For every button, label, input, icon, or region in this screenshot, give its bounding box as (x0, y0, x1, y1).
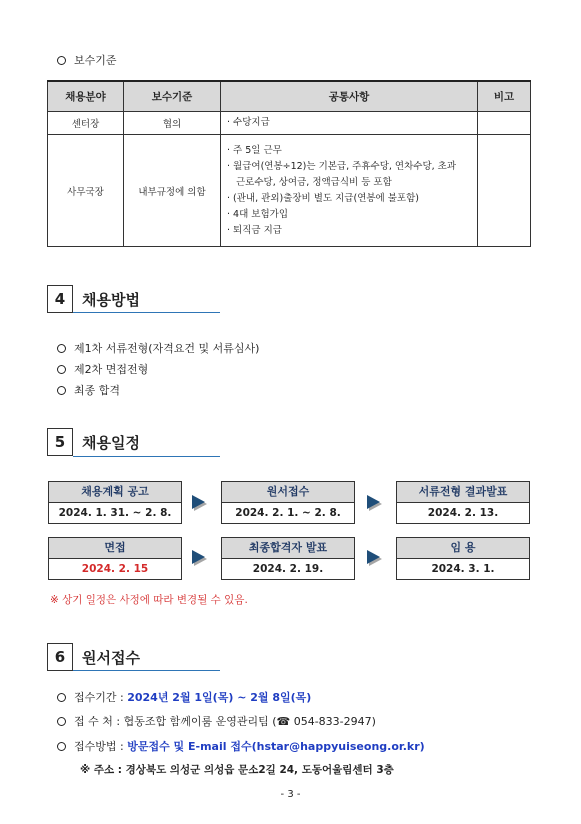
circle-bullet-icon (57, 344, 66, 353)
list-item-text: 제2차 면접전형 (74, 363, 149, 376)
schedule-step-label: 면접 (48, 537, 182, 559)
schedule-step (221, 481, 355, 524)
common-item: 월급여(연봉÷12)는 기본급, 주휴수당, 연차수당, 초과 (233, 160, 457, 172)
section-underline (73, 456, 220, 457)
application-method (57, 738, 425, 754)
schedule-step-date: 2024. 3. 1. (396, 559, 530, 580)
common-item: 퇴직금 지급 (233, 224, 282, 236)
section-underline (73, 312, 220, 313)
cell-standard: 내부규정에 의함 (124, 135, 221, 247)
section-underline (73, 670, 220, 671)
arrow-right-icon (367, 495, 380, 509)
schedule-step (396, 481, 530, 524)
cell-field: 센터장 (48, 112, 124, 135)
place-value: 협동조합 함께이룸 운영관리팀 (☎ 054-833-2947) (123, 715, 376, 728)
application-place (57, 713, 376, 729)
cell-note (478, 135, 531, 247)
period-value: 2024년 2월 1일(목) ~ 2월 8일(목) (127, 691, 312, 704)
schedule-step-date: 2024. 2. 19. (221, 559, 355, 580)
list-item (57, 361, 148, 377)
schedule-note: ※ 상기 일정은 사정에 따라 변경될 수 있음. (50, 594, 248, 606)
schedule-step-date: 2024. 1. 31. ~ 2. 8. (48, 503, 182, 524)
application-period (57, 689, 311, 705)
list-item (57, 382, 120, 398)
section-title: 원서접수 (82, 649, 140, 667)
common-item: 근로수당, 상여금, 정액급식비 등 포함 (236, 176, 392, 188)
common-item: 수당지급 (233, 117, 270, 128)
schedule-step-date: 2024. 2. 15 (48, 559, 182, 580)
section-number: 4 (47, 285, 73, 313)
schedule-step-label: 원서접수 (221, 481, 355, 503)
schedule-step-label: 임 용 (396, 537, 530, 559)
schedule-step (221, 537, 355, 580)
table-row (48, 135, 531, 247)
list-item-text: 최종 합격 (74, 384, 121, 397)
table-row (48, 112, 531, 135)
cell-common: · 주 5일 근무 · 월급여(연봉÷12)는 기본급, 주휴수당, 연차수당, 초과 근로수당, 상여금, 정액급식비 등 포함 · (관내, 관외)출장비 별도 지급(연봉에 불포함) · 4대 보험가입 · 퇴직금 지급 (221, 135, 478, 247)
list-item (57, 340, 259, 356)
pay-table (47, 80, 531, 247)
page-number: - 3 - (280, 789, 301, 800)
section-title: 채용방법 (82, 291, 140, 309)
schedule-step-label: 최종합격자 발표 (221, 537, 355, 559)
cell-field: 사무국장 (48, 135, 124, 247)
pay-standard-heading (57, 52, 117, 68)
circle-bullet-icon (57, 742, 66, 751)
arrow-right-icon (192, 550, 205, 564)
place-label: 접 수 처 : (74, 715, 121, 728)
col-header-common: 공통사항 (221, 81, 478, 112)
schedule-step-label: 채용계획 공고 (48, 481, 182, 503)
cell-note (478, 112, 531, 135)
period-label: 접수기간 : (74, 691, 124, 704)
common-item: 주 5일 근무 (233, 144, 282, 156)
schedule-step (48, 537, 182, 580)
circle-bullet-icon (57, 693, 66, 702)
schedule-step (396, 537, 530, 580)
circle-bullet-icon (57, 717, 66, 726)
address-note: ※ 주소 : 경상북도 의성군 의성읍 문소2길 24, 도동어울림센터 3층 (80, 764, 394, 776)
section-title: 채용일정 (82, 434, 140, 452)
circle-bullet-icon (57, 386, 66, 395)
col-header-note: 비고 (478, 81, 531, 112)
circle-bullet-icon (57, 56, 66, 65)
schedule-step (48, 481, 182, 524)
pay-standard-title: 보수기준 (74, 54, 117, 67)
circle-bullet-icon (57, 365, 66, 374)
list-item-text: 제1차 서류전형(자격요건 및 서류심사) (74, 342, 260, 355)
cell-common: · 수당지급 (221, 112, 478, 135)
col-header-field: 채용분야 (48, 81, 124, 112)
schedule-step-date: 2024. 2. 1. ~ 2. 8. (221, 503, 355, 524)
schedule-step-date: 2024. 2. 13. (396, 503, 530, 524)
section-number: 5 (47, 428, 73, 456)
arrow-right-icon (192, 495, 205, 509)
method-label: 접수방법 : (74, 740, 124, 753)
arrow-right-icon (367, 550, 380, 564)
section-number: 6 (47, 643, 73, 671)
schedule-step-label: 서류전형 결과발표 (396, 481, 530, 503)
common-item: (관내, 관외)출장비 별도 지급(연봉에 불포함) (233, 192, 419, 204)
col-header-standard: 보수기준 (124, 81, 221, 112)
cell-standard: 협의 (124, 112, 221, 135)
common-item: 4대 보험가입 (233, 208, 288, 220)
method-value: 방문접수 및 E-mail 접수(hstar@happyuiseong.or.kr) (127, 740, 425, 753)
